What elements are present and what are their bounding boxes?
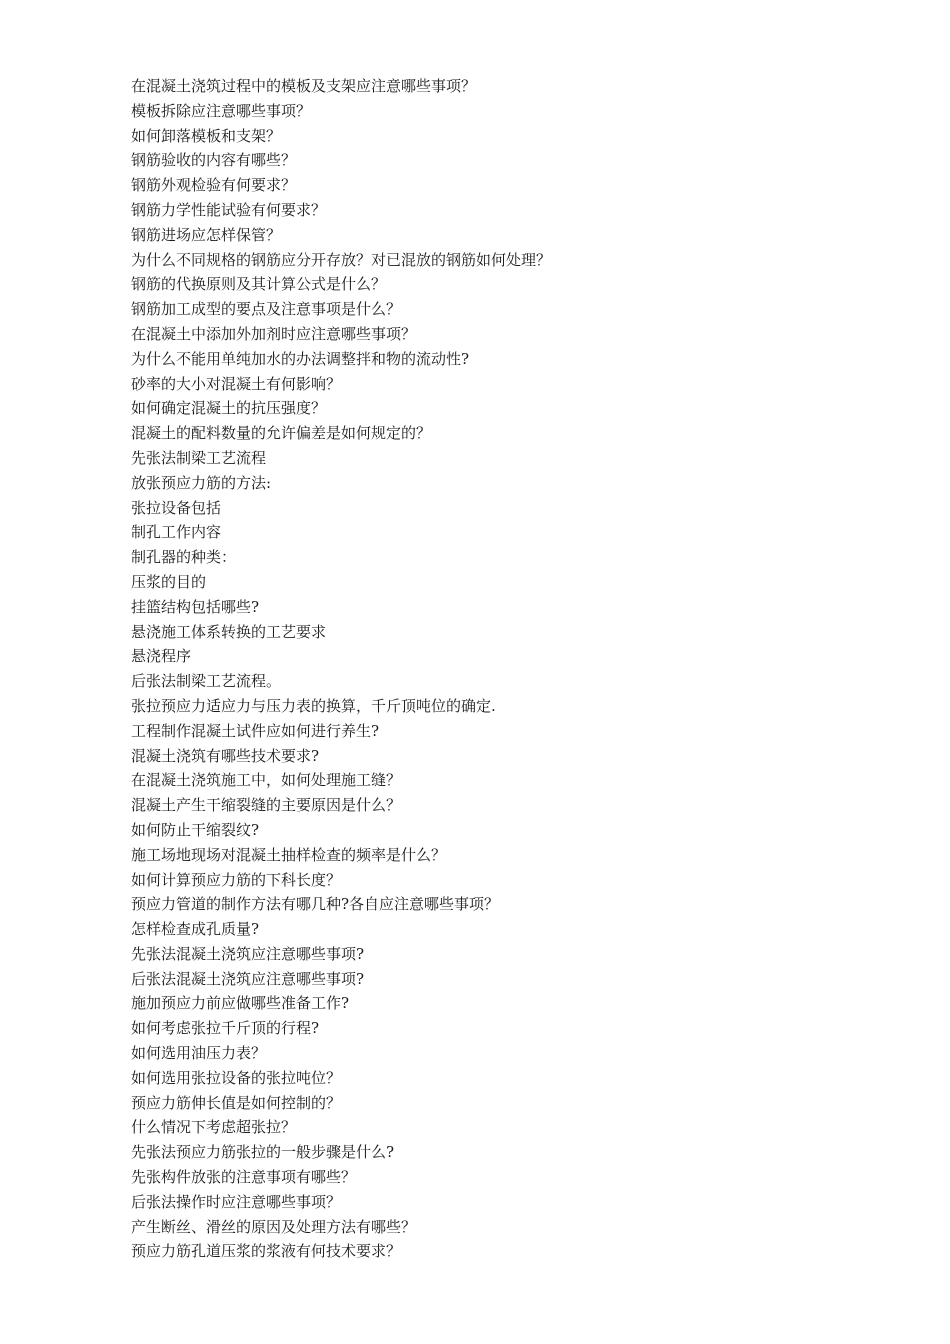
question-line: 挂篮结构包括哪些?	[131, 597, 260, 616]
question-line: 在混凝土浇筑过程中的模板及支架应注意哪些事项？	[131, 77, 477, 95]
question-line: 混凝土产生干缩裂缝的主要原因是什么？	[131, 796, 402, 815]
question-line: 模板拆除应注意哪些事项？	[131, 101, 312, 120]
question-line: 张拉设备包括	[131, 498, 222, 517]
question-line: 如何选用油压力表？	[131, 1044, 267, 1063]
question-line: 如何计算预应力筋的下科长度？	[131, 870, 342, 889]
question-line: 制孔工作内容	[131, 523, 222, 542]
question-line: 如何选用张拉设备的张拉吨位？	[131, 1068, 342, 1087]
question-line: 产生断丝、滑丝的原因及处理方法有哪些？	[131, 1217, 417, 1236]
question-line: 砂率的大小对混凝土有何影响？	[131, 374, 342, 393]
question-line: 什么情况下考虑超张拉？	[131, 1118, 297, 1137]
question-line: 怎样检查成孔质量?	[131, 920, 260, 939]
question-line: 压浆的目的	[131, 572, 207, 591]
question-line: 在混凝土中添加外加剂时应注意哪些事项？	[131, 324, 417, 343]
question-line: 钢筋加工成型的要点及注意事项是什么？	[131, 300, 402, 319]
question-line: 钢筋外观检验有何要求？	[131, 176, 297, 195]
question-line: 混凝土的配料数量的允许偏差是如何规定的？	[131, 424, 432, 443]
question-line: 施工场地现场对混凝土抽样检查的频率是什么？	[131, 845, 447, 864]
question-line: 如何卸落模板和支架？	[131, 126, 282, 145]
question-line: 混凝土浇筑有哪些技术要求?	[131, 746, 320, 765]
question-line: 张拉预应力适应力与压力表的换算，千斤顶吨位的确定.	[131, 696, 496, 715]
question-line: 后张法混凝土浇筑应注意哪些事项?	[131, 969, 365, 988]
question-list	[131, 74, 891, 1264]
question-line: 为什么不同规格的钢筋应分开存放？对已混放的钢筋如何处理？	[131, 250, 552, 269]
question-line: 预应力筋伸长值是如何控制的？	[131, 1093, 342, 1112]
question-line: 如何防止干缩裂纹?	[131, 820, 260, 839]
question-line: 悬浇施工体系转换的工艺要求	[131, 622, 327, 641]
question-line: 后张法制梁工艺流程。	[131, 672, 282, 691]
question-line: 放张预应力筋的方法:	[131, 473, 272, 492]
question-line: 钢筋进场应怎样保管？	[131, 225, 282, 244]
question-line: 先张法制梁工艺流程	[131, 448, 267, 467]
question-line: 先张构件放张的注意事项有哪些？	[131, 1168, 357, 1187]
question-line: 如何考虑张拉千斤顶的行程?	[131, 1019, 320, 1038]
question-line: 后张法操作时应注意哪些事项？	[131, 1192, 342, 1211]
question-line: 预应力管道的制作方法有哪几种?各自应注意哪些事项？	[131, 895, 500, 914]
question-line: 钢筋验收的内容有哪些？	[131, 151, 297, 170]
question-line: 在混凝土浇筑施工中，如何处理施工缝？	[131, 771, 402, 790]
question-line: 先张法混凝土浇筑应注意哪些事项?	[131, 944, 365, 963]
question-line: 施加预应力前应做哪些准备工作?	[131, 994, 350, 1013]
question-line: 为什么不能用单纯加水的办法调整拌和物的流动性?	[131, 349, 470, 368]
question-line: 工程制作混凝土试件应如何进行养生?	[131, 721, 380, 740]
question-line: 如何确定混凝土的抗压强度？	[131, 399, 327, 418]
question-line: 钢筋力学性能试验有何要求？	[131, 200, 327, 219]
question-line: 先张法预应力筋张拉的一般步骤是什么?	[131, 1143, 395, 1162]
question-line: 钢筋的代换原则及其计算公式是什么？	[131, 275, 387, 294]
question-line: 制孔器的种类：	[131, 548, 237, 567]
question-line: 预应力筋孔道压浆的浆液有何技术要求？	[131, 1242, 402, 1261]
question-line: 悬浇程序	[131, 647, 192, 666]
